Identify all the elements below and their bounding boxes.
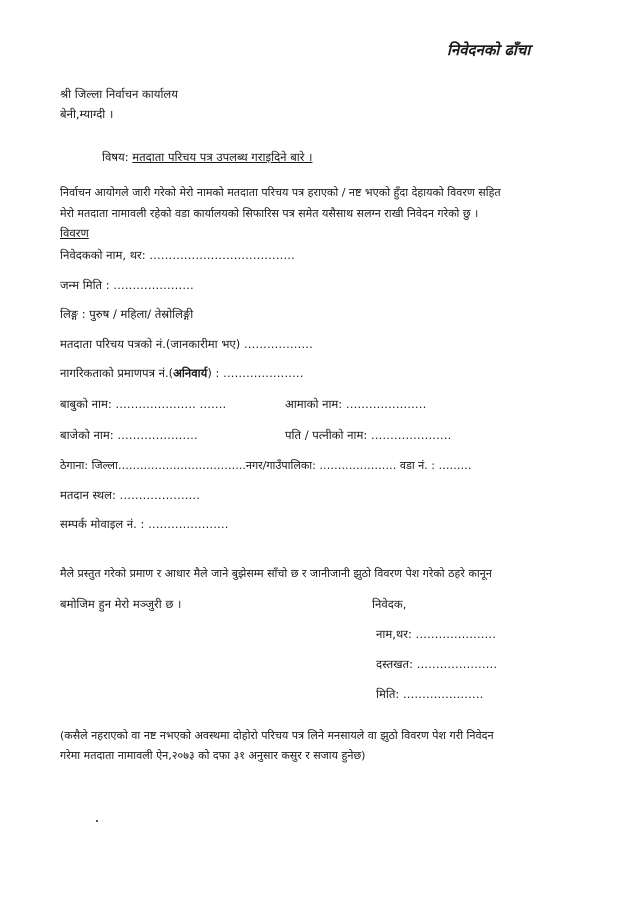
- body-line-1: निर्वाचन आयोगले जारी गरेको मेरो नामको मतदाता परिचय पत्र हराएको / नष्ट भएको हुँदा देहायको विवरण सहित: [60, 186, 501, 199]
- gender-field: लिङ्ग : पुरुष / महिला/ तेस्रोलिङ्गी: [60, 307, 194, 321]
- scan-speck: [96, 820, 98, 822]
- father-name-field: बाबुको नाम: ………………… …….: [60, 397, 227, 411]
- mobile-field: सम्पर्क मोवाइल नं. : …………………: [60, 517, 229, 531]
- subject-line: [102, 151, 312, 165]
- dob-field: जन्म मिति : …………………: [60, 278, 194, 292]
- signature-field: दस्तखत: …………………: [376, 657, 498, 671]
- address-field: ठेगाना: जिल्ला……………………………..नगर/गाउँपालिका: ………………… वडा नं. : ………: [60, 459, 472, 472]
- signature-name-field: नाम,थर: …………………: [376, 627, 496, 641]
- subject-text: मतदाता परिचय पत्र उपलब्ध गराइदिने बारे ।: [132, 150, 313, 164]
- voter-id-field: मतदाता परिचय पत्रको नं.(जानकारीमा भए) ………………: [60, 337, 313, 351]
- note-line-2: गरेमा मतदाता नामावली ऐन,२०७३ को दफा ३१ अनुसार कसुर र सजाय हुनेछ): [60, 749, 366, 762]
- body-line-2: मेरो मतदाता नामावली रहेको वडा कार्यालयको सिफारिस पत्र समेत यसैसाथ सलग्न राखी निवेदन गरेको छु ।: [60, 207, 479, 220]
- citizenship-label: नागरिकताको प्रमाणपत्र नं.(: [60, 366, 174, 380]
- note-line-1: (कसैले नहराएको वा नष्ट नभएको अवस्थमा दोहोरो परिचय पत्र लिने मनसायले वा झुठो विवरण पेश गरी निवेदन: [60, 729, 494, 742]
- citizenship-dots: ) : …………………: [207, 366, 304, 380]
- recipient-office: श्री जिल्ला निर्वाचन कार्यालय: [60, 87, 178, 101]
- document-title: निवेदनको ढाँचा: [447, 41, 531, 59]
- mandatory-label: अनिवार्य: [173, 366, 208, 380]
- details-heading: विवरण: [60, 226, 89, 240]
- signature-heading: निवेदक,: [372, 597, 407, 611]
- spouse-name-field: पति / पत्नीको नाम: …………………: [285, 428, 452, 442]
- declaration-line-2: बमोजिम हुन मेरो मञ्जुरी छ ।: [60, 597, 182, 611]
- recipient-location: बेनी,म्याग्दी ।: [60, 107, 114, 121]
- applicant-name-field: निवेदकको नाम, थर: ………………………………..: [60, 248, 295, 262]
- subject-label: विषय:: [102, 150, 129, 164]
- grandfather-name-field: बाजेको नाम: …………………: [60, 428, 198, 442]
- declaration-line-1: मैले प्रस्तुत गरेको प्रमाण र आधार मैले जाने बुझेसम्म साँचो छ र जानीजानी झुठो विवरण पेश गरेको ठहरे कानून: [60, 567, 492, 580]
- mother-name-field: आमाको नाम: …………………: [285, 397, 427, 411]
- citizenship-field: [60, 367, 304, 381]
- polling-place-field: मतदान स्थल: …………………: [60, 488, 200, 502]
- signature-date-field: मिति: …………………: [376, 687, 484, 701]
